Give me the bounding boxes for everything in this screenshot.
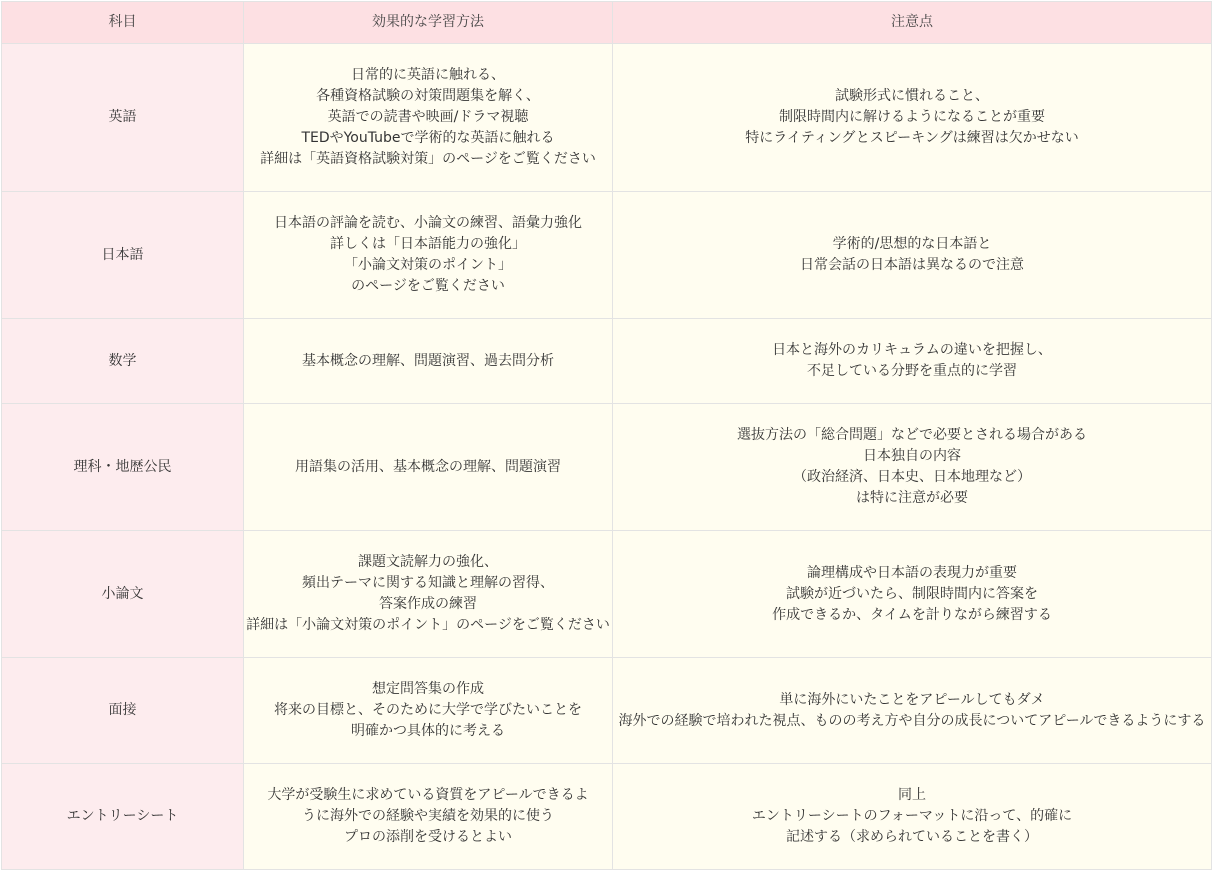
method-line: 頻出テーマに関する知識と理解の習得、 xyxy=(302,575,554,591)
method-line: うに海外での経験や実績を効果的に使う xyxy=(302,808,554,824)
note-line: 記述する（求められていることを書く） xyxy=(786,829,1038,845)
subject-cell: 小論文 xyxy=(2,531,244,658)
note-line: 特にライティングとスピーキングは練習は欠かせない xyxy=(745,130,1079,146)
note-line: 試験が近づいたら、制限時間内に答案を xyxy=(786,585,1038,602)
method-cell xyxy=(244,192,613,319)
method-cell xyxy=(244,404,613,531)
note-line: 日本独自の内容 xyxy=(863,448,961,464)
method-line: 将来の目標と、そのために大学で学びたいことを xyxy=(274,702,582,718)
note-line: 論理構成や日本語の表現力が重要 xyxy=(807,564,1017,581)
note-cell xyxy=(613,319,1212,404)
method-line: 想定問答集の作成 xyxy=(372,681,484,697)
method-line: 詳しくは「日本語能力の強化」 xyxy=(330,236,526,252)
table-row xyxy=(2,192,1212,319)
method-line: 明確かつ具体的に考える xyxy=(351,723,505,739)
method-line: 用語集の活用、基本概念の理解、問題演習 xyxy=(295,458,561,475)
method-line: 基本概念の理解、問題演習、過去問分析 xyxy=(302,352,554,369)
note-line: 海外での経験で培われた視点、ものの考え方や自分の成長についてアピールできるようにする xyxy=(618,712,1206,729)
method-cell xyxy=(244,319,613,404)
subject-cell: 数学 xyxy=(2,319,244,404)
method-line: 詳細は「英語資格試験対策」のページをご覧ください xyxy=(260,151,596,167)
note-cell xyxy=(613,764,1212,870)
note-line: 制限時間内に解けるようになることが重要 xyxy=(779,109,1045,125)
method-line: のページをご覧ください xyxy=(351,278,505,294)
note-line: 単に海外にいたことをアピールしてもダメ xyxy=(779,691,1045,708)
table-row xyxy=(2,531,1212,658)
note-line: 学術的/思想的な日本語と xyxy=(832,236,992,252)
note-line: 作成できるか、タイムを計りながら練習する xyxy=(772,606,1052,623)
method-line: プロの添削を受けるとよい xyxy=(344,829,512,845)
note-line: は特に注意が必要 xyxy=(856,490,968,506)
method-line: 答案作成の練習 xyxy=(379,596,477,612)
table-row xyxy=(2,764,1212,870)
subject-cell: 面接 xyxy=(2,658,244,764)
method-line: 日本語の評論を読む、小論文の練習、語彙力強化 xyxy=(274,215,582,231)
method-line: 大学が受験生に求めている資質をアピールできるよ xyxy=(267,787,589,803)
note-line: 同上 xyxy=(898,787,926,803)
subject-cell: エントリーシート xyxy=(2,764,244,870)
table-row xyxy=(2,404,1212,531)
method-cell xyxy=(244,658,613,764)
header-subject: 科目 xyxy=(2,2,244,44)
method-line: TEDやYouTubeで学術的な英語に触れる xyxy=(301,130,555,146)
method-cell xyxy=(244,44,613,192)
note-cell xyxy=(613,44,1212,192)
note-cell xyxy=(613,192,1212,319)
study-methods-table xyxy=(1,1,1212,870)
table-row xyxy=(2,319,1212,404)
method-line: 日常的に英語に触れる、 xyxy=(351,67,505,83)
header-row xyxy=(2,2,1212,44)
subject-cell: 日本語 xyxy=(2,192,244,319)
method-cell xyxy=(244,531,613,658)
header-method: 効果的な学習方法 xyxy=(244,2,613,44)
table-row xyxy=(2,658,1212,764)
note-line: 選抜方法の「総合問題」などで必要とされる場合がある xyxy=(737,427,1087,443)
subject-cell: 理科・地歴公民 xyxy=(2,404,244,531)
subject-cell: 英語 xyxy=(2,44,244,192)
method-line: 課題文読解力の強化、 xyxy=(358,554,498,570)
note-cell xyxy=(613,658,1212,764)
method-line: 「小論文対策のポイント」 xyxy=(344,257,512,273)
note-cell xyxy=(613,531,1212,658)
note-line: 不足している分野を重点的に学習 xyxy=(807,363,1017,379)
table-header xyxy=(2,2,1212,44)
method-cell xyxy=(244,764,613,870)
table-row xyxy=(2,44,1212,192)
method-line: 詳細は「小論文対策のポイント」のページをご覧ください xyxy=(246,617,610,633)
note-line: エントリーシートのフォーマットに沿って、的確に xyxy=(751,808,1073,824)
table-body xyxy=(2,44,1212,870)
note-line: 日本と海外のカリキュラムの違いを把握し、 xyxy=(772,342,1052,358)
note-line: 試験形式に慣れること、 xyxy=(835,88,989,104)
note-line: 日常会話の日本語は異なるので注意 xyxy=(800,257,1024,273)
note-line: （政治経済、日本史、日本地理など） xyxy=(793,469,1031,485)
method-line: 各種資格試験の対策問題集を解く、 xyxy=(316,88,540,104)
note-cell xyxy=(613,404,1212,531)
method-line: 英語での読書や映画/ドラマ視聴 xyxy=(327,109,529,125)
header-note: 注意点 xyxy=(613,2,1212,44)
